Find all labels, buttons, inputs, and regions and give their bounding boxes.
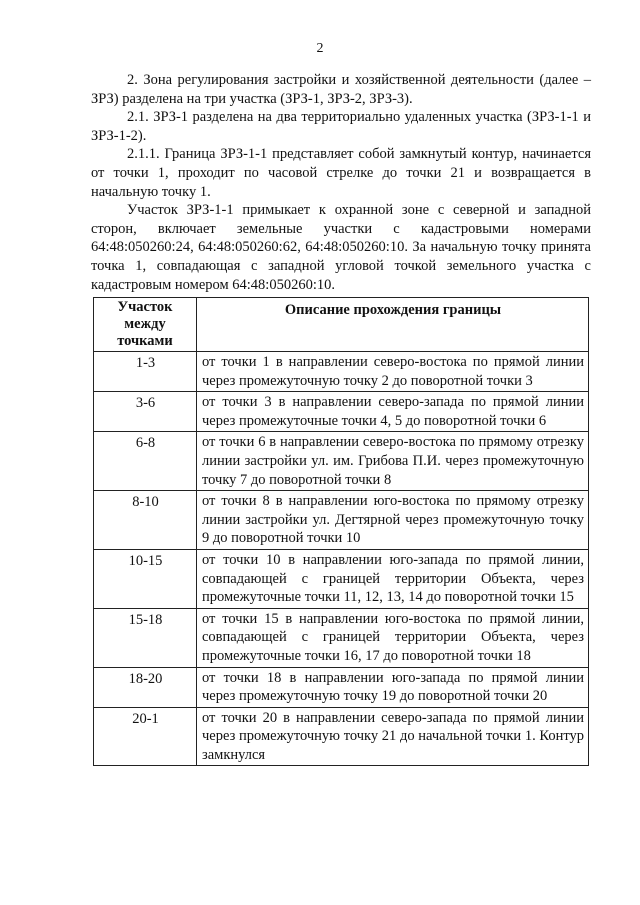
paragraph-zrz1-1-boundary: 2.1.1. Граница ЗРЗ-1-1 представляет собой замкнутый контур, начинается от точки 1, проходит по часовой стрелке до точки 21 и возвращается в начальную точку 1.	[91, 146, 591, 200]
description-cell: от точки 8 в направлении юго-востока по прямому отрезку линии застройки ул. Дегтярной через промежуточную точку 9 до поворотной точки 10	[197, 491, 589, 550]
description-cell: от точки 6 в направлении северо-востока по прямому отрезку линии застройки ул. им. Грибова П.И. через промежуточную точку 7 до поворотной точки 8	[197, 432, 589, 491]
segment-cell: 18-20	[94, 667, 197, 707]
table-row	[94, 608, 589, 667]
boundary-table	[93, 297, 589, 766]
segment-cell: 1-3	[94, 352, 197, 392]
header-segment: Участок между точками	[94, 298, 197, 352]
table-row	[94, 667, 589, 707]
table-row	[94, 549, 589, 608]
description-cell: от точки 18 в направлении юго-запада по прямой линии через промежуточную точку 19 до поворотной точки 20	[197, 667, 589, 707]
segment-cell: 15-18	[94, 608, 197, 667]
description-cell: от точки 10 в направлении юго-запада по прямой линии, совпадающей с границей территории Объекта, через промежуточные точки 11, 12, 13, 14 до поворотной точки 15	[197, 549, 589, 608]
document-body	[91, 71, 591, 294]
header-description: Описание прохождения границы	[197, 298, 589, 352]
segment-cell: 8-10	[94, 491, 197, 550]
description-cell: от точки 15 в направлении юго-востока по прямой линии, совпадающей с границей территории Объекта, через промежуточные точки 16, 17 до поворотной точки 18	[197, 608, 589, 667]
paragraph-zrz1-division: 2.1. ЗРЗ-1 разделена на два территориально удаленных участка (ЗРЗ-1-1 и ЗРЗ-1-2).	[91, 109, 591, 144]
table-row	[94, 432, 589, 491]
segment-cell: 10-15	[94, 549, 197, 608]
paragraph-zrz1-1-description: Участок ЗРЗ-1-1 примыкает к охранной зоне с северной и западной сторон, включает земельные участки с кадастровыми номерами 64:48:050260:24, 64:48:050260:62, 64:48:050260:10. За начальную точку принята точка 1, совпадающая с западной угловой точкой земельного участка с кадастровым номером 64:48:050260:10.	[91, 202, 591, 293]
table-row	[94, 392, 589, 432]
segment-cell: 3-6	[94, 392, 197, 432]
segment-cell: 20-1	[94, 707, 197, 766]
segment-cell: 6-8	[94, 432, 197, 491]
paragraph-zone-regulation: 2. Зона регулирования застройки и хозяйственной деятельности (далее – ЗРЗ) разделена на три участка (ЗРЗ-1, ЗРЗ-2, ЗРЗ-3).	[91, 72, 591, 107]
table-header-row	[94, 298, 589, 352]
page-number: 2	[316, 41, 324, 56]
description-cell: от точки 3 в направлении северо-запада по прямой линии через промежуточные точки 4, 5 до поворотной точки 6	[197, 392, 589, 432]
description-cell: от точки 20 в направлении северо-запада по прямой линии через промежуточную точку 21 до начальной точки 1. Контур замкнулся	[197, 707, 589, 766]
table-row	[94, 352, 589, 392]
table-row	[94, 707, 589, 766]
table-row	[94, 491, 589, 550]
description-cell: от точки 1 в направлении северо-востока по прямой линии через промежуточную точку 2 до поворотной точки 3	[197, 352, 589, 392]
